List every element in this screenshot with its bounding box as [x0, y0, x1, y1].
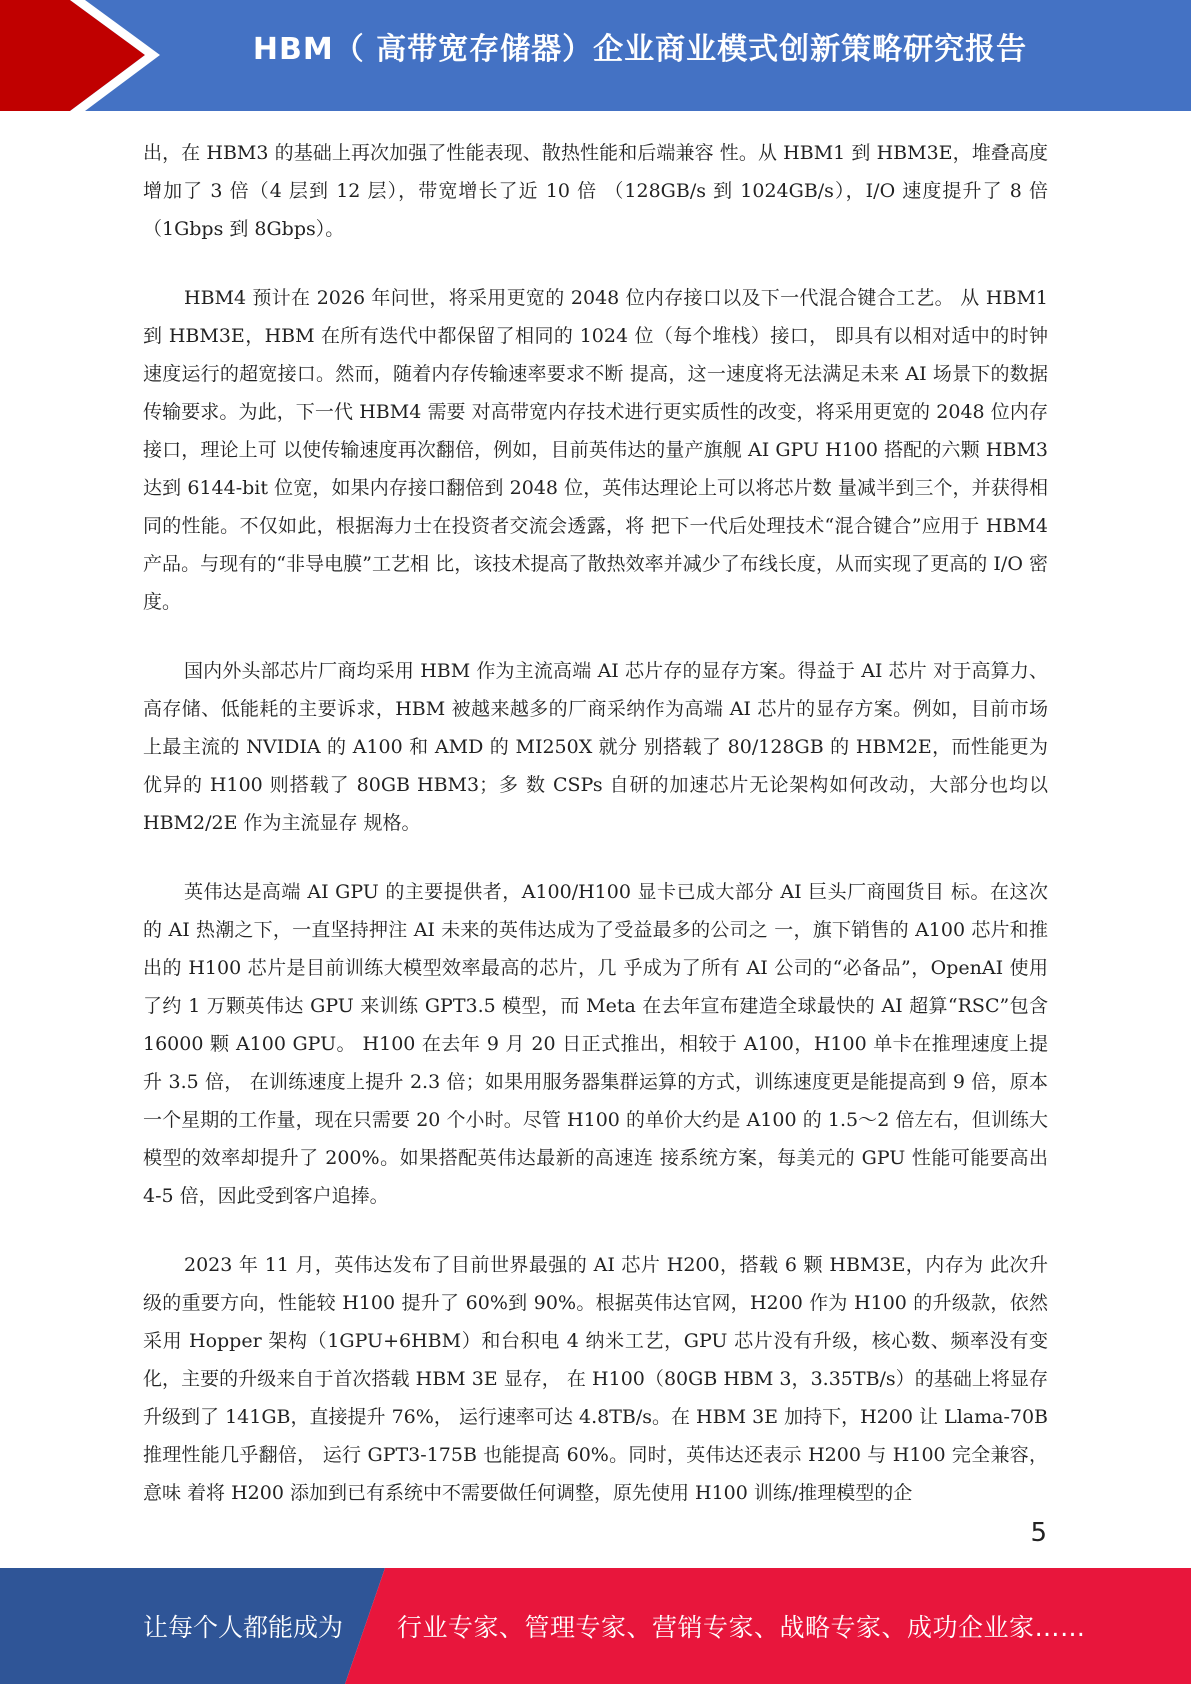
footer-slogan-right: 行业专家、管理专家、营销专家、战略专家、成功企业家……	[397, 1613, 1086, 1642]
paragraph-continuation: 出，在 HBM3 的基础上再次加强了性能表现、散热性能和后端兼容 性。从 HBM1 到 HBM3E，堆叠高度增加了 3 倍（4 层到 12 层），带宽增长了近 10 倍 （128GB/s 到 1024GB/s），I/O 速度提升了 8 倍（1Gbps 到 8Gbps）。	[143, 142, 1048, 240]
paragraph-nvidia-gpu: 英伟达是高端 AI GPU 的主要提供者，A100/H100 显卡已成大部分 AI 巨头厂商囤货目 标。在这次的 AI 热潮之下，一直坚持押注 AI 未来的英伟达成为了受益最多的公司之 一，旗下销售的 A100 芯片和推出的 H100 芯片是目前训练大模型效率最高的芯片，几 乎成为了所有 AI 公司的“必备品”，OpenAI 使用了约 1 万颗英伟达 GPU 来训练 GPT3.5 模型，而 Meta 在去年宣布建造全球最快的 AI 超算“RSC”包含 16000 颗 A100 GPU。 H100 在去年 9 月 20 日正式推出，相较于 A100，H100 单卡在推理速度上提升 3.5 倍， 在训练速度上提升 2.3 倍；如果用服务器集群运算的方式，训练速度更是能提高到 9 倍，原本一个星期的工作量，现在只需要 20 个小时。尽管 H100 的单价大约是 A100 的 1.5～2 倍左右，但训练大模型的效率却提升了 200%。如果搭配英伟达最新的高速连 接系统方案，每美元的 GPU 性能可能要高出 4-5 倍，因此受到客户追捧。	[143, 881, 1049, 1207]
page-number: 5	[1030, 1518, 1047, 1548]
footer-slogan-left: 让每个人都能成为	[143, 1613, 344, 1642]
page-header	[0, 0, 1191, 111]
paragraph-domestic-foreign-vendors: 国内外头部芯片厂商均采用 HBM 作为主流高端 AI 芯片存的显存方案。得益于 AI 芯片 对于高算力、高存储、低能耗的主要诉求，HBM 被越来越多的厂商采纳作为高端 AI 芯片的显存方案。例如，目前市场上最主流的 NVIDIA 的 A100 和 AMD 的 MI250X 就分 别搭载了 80/128GB 的 HBM2E，而性能更为优异的 H100 则搭载了 80GB HBM3；多 数 CSPs 自研的加速芯片无论架构如何改动，大部分也均以 HBM2/2E 作为主流显存 规格。	[143, 660, 1048, 834]
document-body	[143, 134, 1048, 1543]
paragraph-hbm4: HBM4 预计在 2026 年问世，将采用更宽的 2048 位内存接口以及下一代混合键合工艺。 从 HBM1 到 HBM3E，HBM 在所有迭代中都保留了相同的 1024 位（每个堆栈）接口， 即具有以相对适中的时钟速度运行的超宽接口。然而，随着内存传输速率要求不断 提高，这一速度将无法满足未来 AI 场景下的数据传输要求。为此，下一代 HBM4 需要 对高带宽内存技术进行更实质性的改变，将采用更宽的 2048 位内存接口，理论上可 以使传输速度再次翻倍，例如，目前英伟达的量产旗舰 AI GPU H100 搭配的六颗 HBM3 达到 6144-bit 位宽，如果内存接口翻倍到 2048 位，英伟达理论上可以将芯片数 量减半到三个，并获得相同的性能。不仅如此，根据海力士在投资者交流会透露，将 把下一代后处理技术“混合键合”应用于 HBM4 产品。与现有的“非导电膜”工艺相 比，该技术提高了散热效率并减少了布线长度，从而实现了更高的 I/O 密度。	[143, 287, 1048, 613]
report-title: HBM（ 高带宽存储器）企业商业模式创新策略研究报告	[252, 32, 1028, 67]
page-footer	[0, 1568, 1191, 1684]
paragraph-h200: 2023 年 11 月，英伟达发布了目前世界最强的 AI 芯片 H200，搭载 6 颗 HBM3E，内存为 此次升级的重要方向，性能较 H100 提升了 60%到 90%。根据英伟达官网，H200 作为 H100 的升级款，依然采用 Hopper 架构（1GPU+6HBM）和台积电 4 纳米工艺，GPU 芯片没有升级，核心数、频率没有变化，主要的升级来自于首次搭载 HBM 3E 显存， 在 H100（80GB HBM 3，3.35TB/s）的基础上将显存升级到了 141GB，直接提升 76%， 运行速率可达 4.8TB/s。在 HBM 3E 加持下，H200 让 Llama-70B 推理性能几乎翻倍， 运行 GPT3-175B 也能提高 60%。同时，英伟达还表示 H200 与 H100 完全兼容，意味 着将 H200 添加到已有系统中不需要做任何调整，原先使用 H100 训练/推理模型的企	[143, 1254, 1048, 1504]
